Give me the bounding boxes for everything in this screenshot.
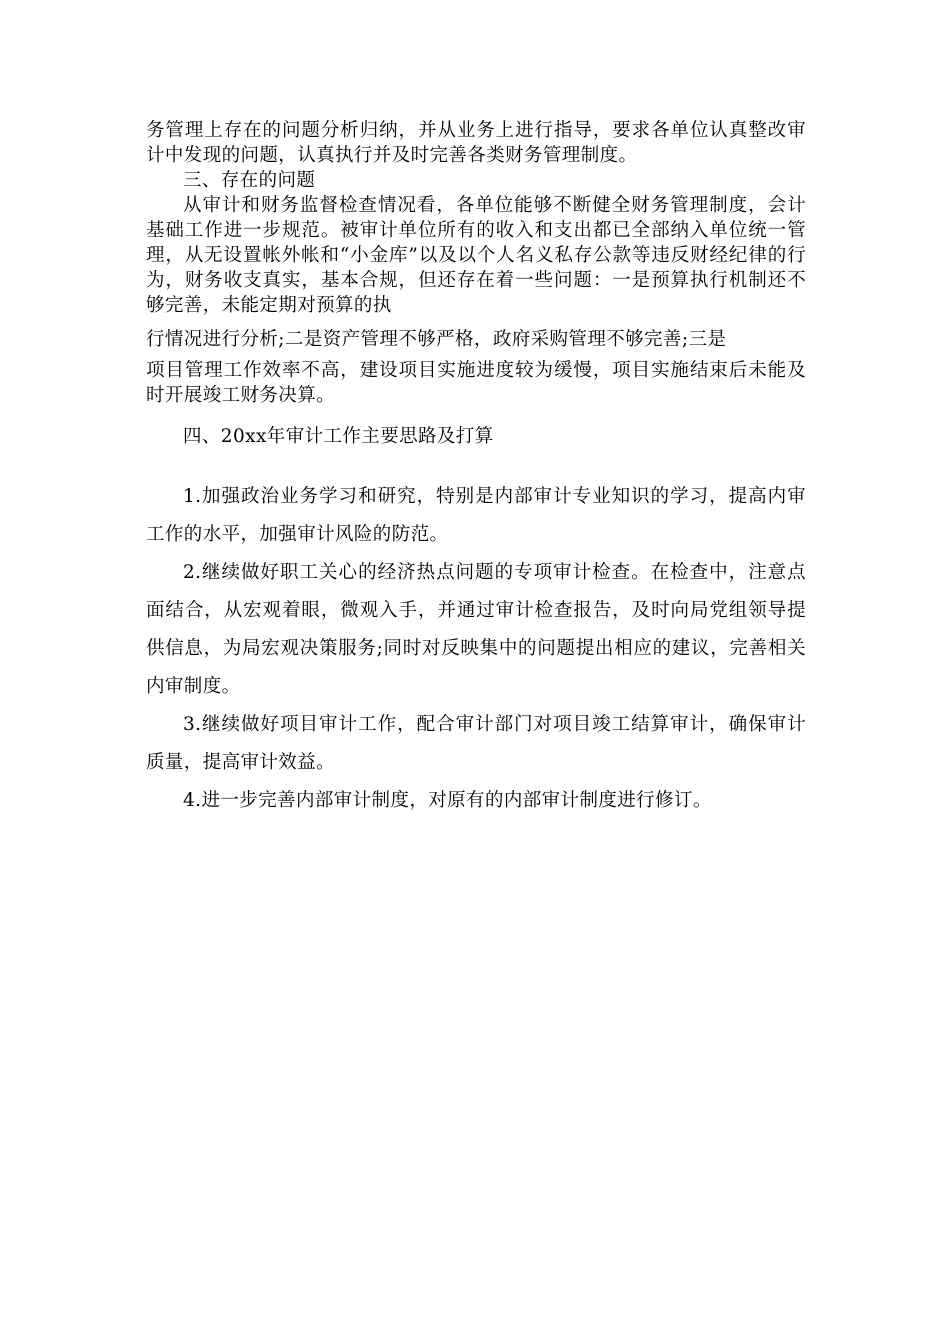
- list-item: 1.加强政治业务学习和研究，特别是内部审计专业知识的学习，提高内审工作的水平，加强审计风险的防范。: [146, 486, 806, 545]
- paragraph-continuation: 务管理上存在的问题分析归纳，并从业务上进行指导，要求各单位认真整改审计中发现的问题，认真执行并及时完善各类财务管理制度。: [146, 120, 806, 166]
- paragraph-problems: 从审计和财务监督检查情况看，各单位能够不断健全财务管理制度，会计基础工作进一步规范。被审计单位所有的收入和支出都已全部纳入单位统一管理，从无设置帐外帐和“小金库”以及以个人名义私存公款等违反财经纪律的行为，财务收支真实，基本合规，但还存在着一些问题：一是预算执行机制还不够完善，未能定期对预算的执: [146, 195, 806, 316]
- document-body: [146, 118, 806, 820]
- section-heading-4: 四、20xx年审计工作主要思路及打算: [183, 426, 494, 447]
- list-item: 3.继续做好项目审计工作，配合审计部门对项目竣工结算审计，确保审计质量，提高审计效益。: [146, 714, 806, 773]
- paragraph-problems-end: 项目管理工作效率不高，建设项目实施进度较为缓慢，项目实施结束后未能及时开展竣工财务决算。: [146, 360, 806, 406]
- section-heading-3: 三、存在的问题: [183, 170, 316, 191]
- plan-list: [146, 478, 806, 820]
- list-item: 4.进一步完善内部审计制度，对原有的内部审计制度进行修订。: [183, 790, 712, 811]
- paragraph-problems-line: 行情况进行分析;二是资产管理不够严格，政府采购管理不够完善;三是: [146, 329, 727, 350]
- list-item: 2.继续做好职工关心的经济热点问题的专项审计检查。在检查中，注意点面结合，从宏观着眼，微观入手，并通过审计检查报告，及时向局党组领导提供信息，为局宏观决策服务;同时对反映集中的问题提出相应的建议，完善相关内审制度。: [146, 562, 806, 697]
